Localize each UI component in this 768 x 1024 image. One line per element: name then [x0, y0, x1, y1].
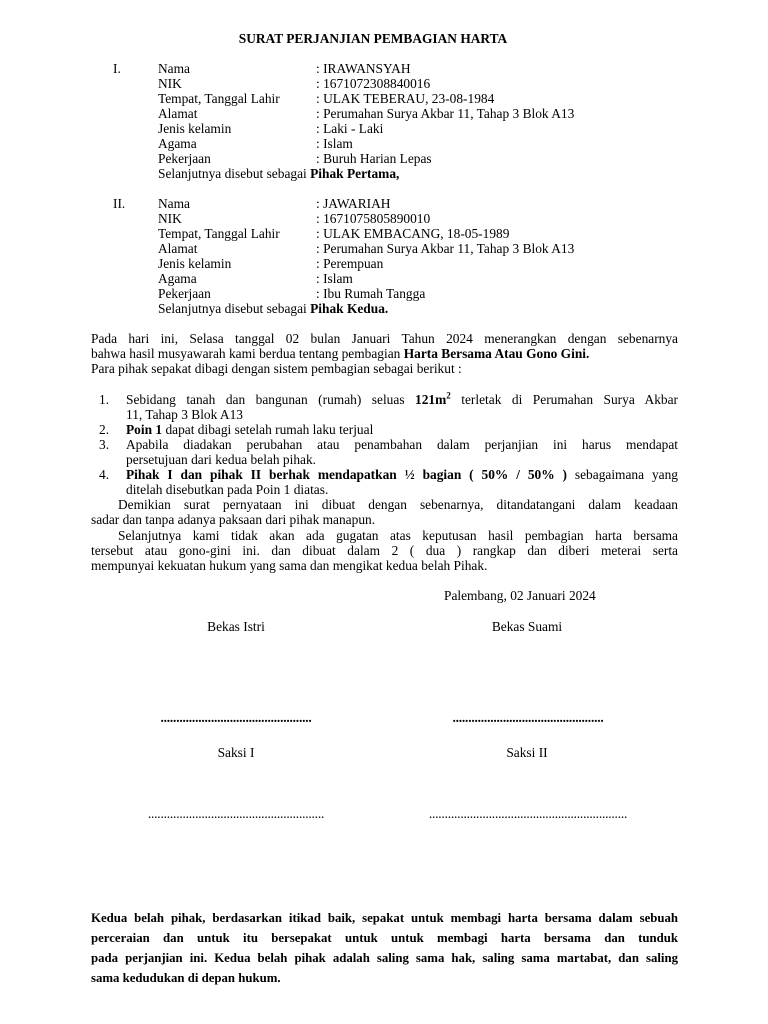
list-item-text: 11, Tahap 3 Blok A13 [126, 407, 243, 422]
document-title: SURAT PERJANJIAN PEMBAGIAN HARTA [238, 31, 508, 46]
signature-line-husband: ................................................ [452, 710, 604, 725]
signature-line-wife: ................................................ [160, 710, 312, 725]
designation-name: Pihak Pertama, [310, 166, 400, 181]
list-number: 2. [99, 422, 110, 437]
field-value: : Ibu Rumah Tangga [316, 286, 426, 301]
field-label: Agama [158, 271, 197, 286]
list-item-text: Apabila diadakan perubahan atau penambahan dalam perjanjian ini harus mendapat [126, 437, 678, 452]
field-label: Nama [158, 61, 190, 76]
closing-line: Selanjutnya kami tidak akan ada gugatan atas keputusan hasil pembagian harta bersama [118, 528, 678, 543]
statement-line: Kedua belah pihak, berdasarkan itikad baik, sepakat untuk membagi harta bersama dalam sebuah [91, 911, 678, 925]
item-text: terletak di Perumahan Surya Akbar [450, 392, 678, 407]
signatory-role-husband: Bekas Suami [491, 619, 563, 634]
field-value: : 1671075805890010 [316, 211, 431, 226]
field-value: : ULAK TEBERAU, 23-08-1984 [316, 91, 495, 106]
field-value: : IRAWANSYAH [316, 61, 411, 76]
field-label: Alamat [158, 106, 198, 121]
field-label: NIK [158, 211, 182, 226]
field-value: : Laki - Laki [316, 121, 384, 136]
field-label: Pekerjaan [158, 151, 211, 166]
field-label: Jenis kelamin [158, 121, 232, 136]
intro-line [91, 346, 678, 361]
party-designation [158, 166, 399, 181]
field-value: : 1671072308840016 [316, 76, 431, 91]
witness-one-label: Saksi I [217, 745, 255, 760]
field-label: Tempat, Tanggal Lahir [158, 226, 280, 241]
field-value: : ULAK EMBACANG, 18-05-1989 [316, 226, 510, 241]
statement-line: pada perjanjian ini. Kedua belah pihak adalah saling sama hak, saling sama martabat, dan saling [91, 951, 678, 965]
witness-two-label: Saksi II [506, 745, 548, 760]
designation-prefix: Selanjutnya disebut sebagai [158, 301, 311, 316]
field-label: Alamat [158, 241, 198, 256]
item-superscript: 2 [446, 390, 451, 401]
designation-prefix: Selanjutnya disebut sebagai [158, 166, 311, 181]
item-bold: Pihak I dan pihak II berhak mendapatkan ½ bagian ( 50% / 50% ) [126, 467, 567, 482]
field-label: Pekerjaan [158, 286, 211, 301]
closing-line: tersebut atau gono-gini ini. dan dibuat dalam 2 ( dua ) rangkap dan diberi meterai serta [91, 543, 678, 558]
list-item-text [126, 422, 678, 437]
closing-line: sadar dan tanpa adanya paksaan dari pihak manapun. [91, 512, 376, 527]
intro-text: bahwa hasil musyawarah kami berdua tentang pembagian [91, 346, 404, 361]
field-label: Jenis kelamin [158, 256, 232, 271]
party-designation [158, 301, 388, 316]
item-bold: Poin 1 [126, 422, 163, 437]
statement-line: sama kedudukan di depan hukum. [91, 971, 281, 985]
closing-line: mempunyai kekuatan hukum yang sama dan mengikat kedua belah Pihak. [91, 558, 488, 573]
closing-line: Demikian surat pernyataan ini dibuat dengan sebenarnya, ditandatangani dalam keadaan [118, 497, 678, 512]
field-label: Agama [158, 136, 197, 151]
designation-name: Pihak Kedua. [310, 301, 389, 316]
item-text: Sebidang tanah dan bangunan (rumah) seluas [126, 392, 416, 407]
field-value: : JAWARIAH [316, 196, 391, 211]
field-value: : Perumahan Surya Akbar 11, Tahap 3 Blok A13 [316, 106, 575, 121]
intro-bold: Harta Bersama Atau Gono Gini. [403, 346, 590, 361]
intro-line: Pada hari ini, Selasa tanggal 02 bulan Januari Tahun 2024 menerangkan dengan sebenarnya [91, 331, 678, 346]
intro-line: Para pihak sepakat dibagi dengan sistem pembagian sebagai berikut : [91, 361, 462, 376]
witness-two-line: ............................................................... [428, 806, 628, 821]
item-bold: 121m [415, 392, 447, 407]
statement-line: perceraian dan untuk itu bersepakat untuk untuk membagi harta bersama dan tunduk [91, 931, 678, 945]
field-label: Nama [158, 196, 190, 211]
field-value: : Perempuan [316, 256, 384, 271]
field-label: Tempat, Tanggal Lahir [158, 91, 280, 106]
list-number: 1. [99, 392, 110, 407]
field-value: : Perumahan Surya Akbar 11, Tahap 3 Blok A13 [316, 241, 575, 256]
field-value: : Islam [316, 271, 353, 286]
field-value: : Islam [316, 136, 353, 151]
party-number: II. [113, 196, 126, 211]
place-date: Palembang, 02 Januari 2024 [444, 588, 596, 603]
signatory-role-wife: Bekas Istri [207, 619, 265, 634]
item-text: sebagaimana yang [567, 467, 678, 482]
item-text: dapat dibagi setelah rumah laku terjual [162, 422, 374, 437]
field-label: NIK [158, 76, 182, 91]
list-number: 3. [99, 437, 110, 452]
witness-one-line: ........................................................ [147, 806, 325, 821]
list-item-text: ditelah disebutkan pada Poin 1 diatas. [126, 482, 329, 497]
field-value: : Buruh Harian Lepas [316, 151, 432, 166]
party-number: I. [113, 61, 121, 76]
list-item-text [126, 392, 678, 407]
list-number: 4. [99, 467, 110, 482]
list-item-text [126, 467, 678, 482]
list-item-text: persetujuan dari kedua belah pihak. [126, 452, 316, 467]
